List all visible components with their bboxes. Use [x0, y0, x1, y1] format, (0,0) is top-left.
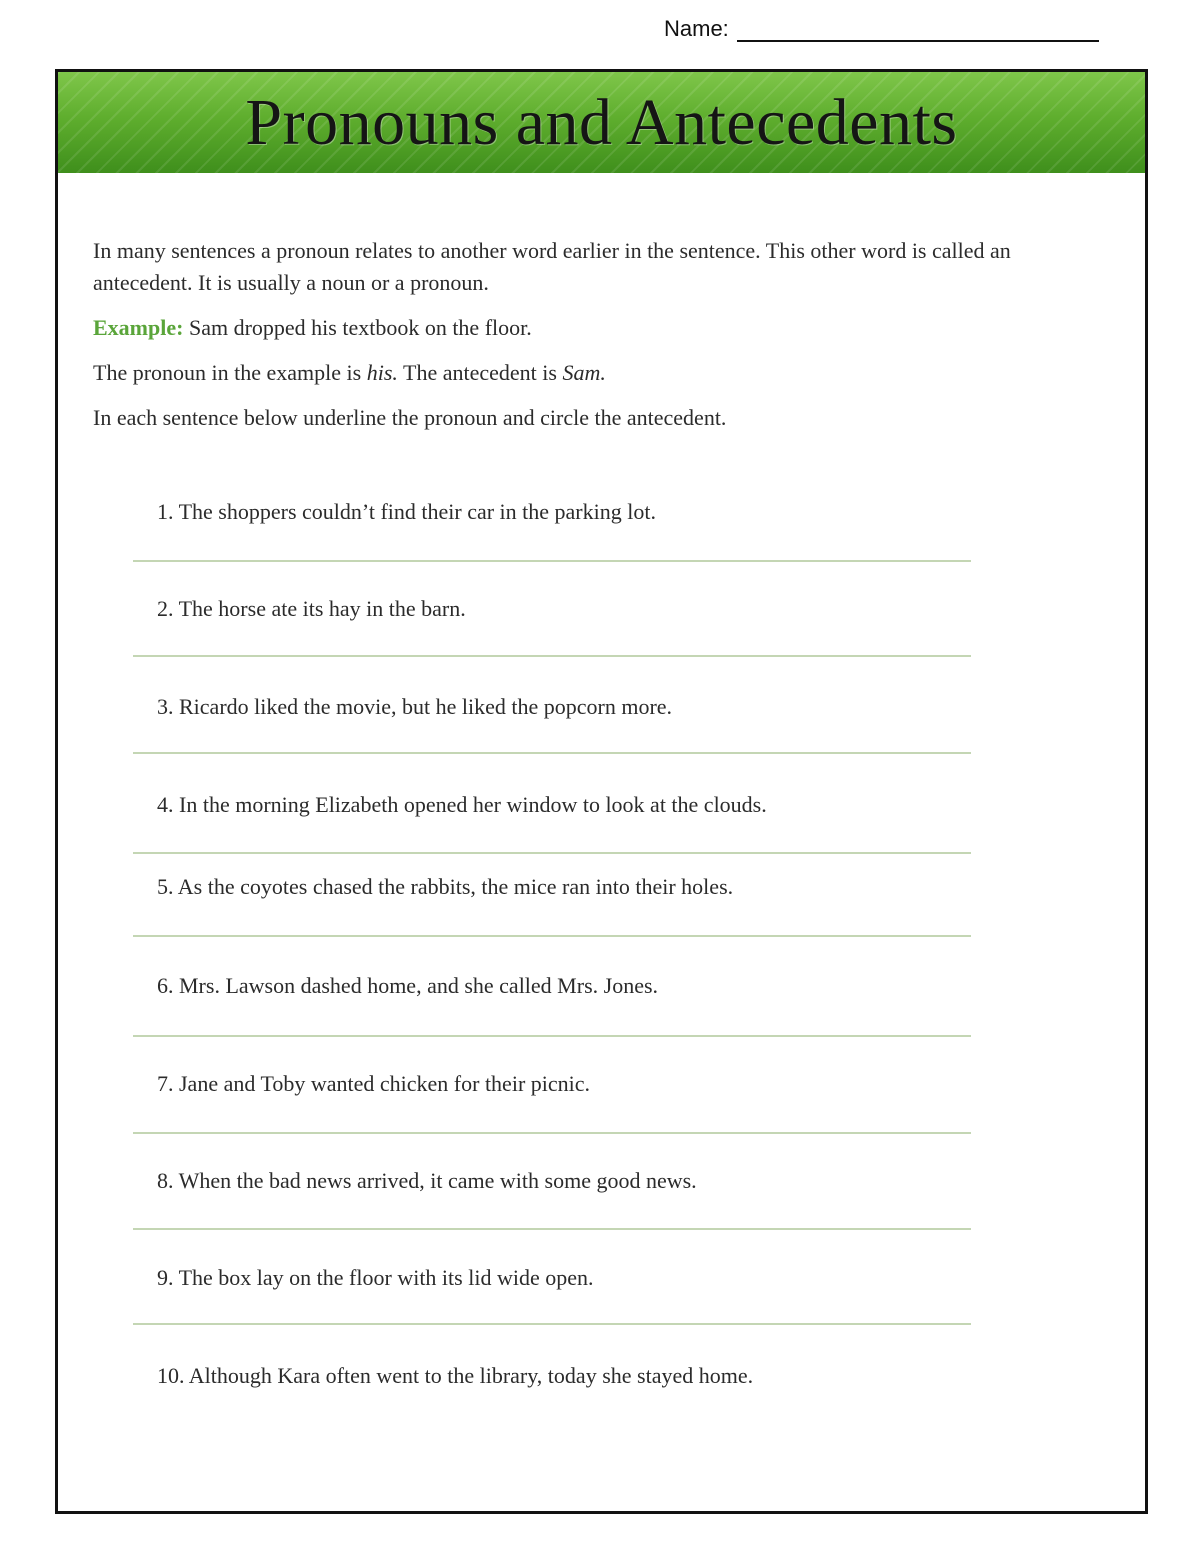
- example-sentence: Sam dropped his textbook on the floor.: [188, 315, 532, 340]
- explanation-middle: The antecedent is: [397, 360, 563, 385]
- instruction: In each sentence below underline the pronoun and circle the antecedent.: [93, 405, 727, 430]
- answer-line[interactable]: [133, 560, 971, 562]
- explanation-antecedent: Sam.: [562, 360, 606, 385]
- worksheet-title: Pronouns and Antecedents: [245, 85, 958, 159]
- question-text: 3. Ricardo liked the movie, but he liked the popcorn more.: [157, 694, 673, 719]
- answer-line[interactable]: [133, 752, 971, 754]
- answer-line[interactable]: [133, 1323, 971, 1325]
- explanation: [93, 357, 1093, 389]
- question-text: 8. When the bad news arrived, it came with some good news.: [157, 1168, 697, 1193]
- question-text: 5. As the coyotes chased the rabbits, the mice ran into their holes.: [157, 874, 734, 899]
- answer-line[interactable]: [133, 655, 971, 657]
- question-text: 9. The box lay on the floor with its lid wide open.: [157, 1265, 594, 1290]
- answer-line[interactable]: [133, 935, 971, 937]
- question-text: 10. Although Kara often went to the library, today she stayed home.: [157, 1363, 754, 1388]
- answer-line[interactable]: [133, 1132, 971, 1134]
- question-text: 1. The shoppers couldn’t find their car in the parking lot.: [157, 499, 656, 524]
- explanation-pronoun: his.: [366, 360, 398, 385]
- answer-line[interactable]: [133, 1035, 971, 1037]
- explanation-prefix: The pronoun in the example is: [93, 360, 367, 385]
- question-text: 2. The horse ate its hay in the barn.: [157, 596, 466, 621]
- intro-paragraph: In many sentences a pronoun relates to another word earlier in the sentence. This other word is called an antecedent. It is usually a noun or a pronoun.: [93, 238, 1011, 295]
- question-text: 6. Mrs. Lawson dashed home, and she called Mrs. Jones.: [157, 973, 659, 998]
- question-text: 4. In the morning Elizabeth opened her window to look at the clouds.: [157, 792, 767, 817]
- question-text: 7. Jane and Toby wanted chicken for their picnic.: [157, 1071, 591, 1096]
- example-row: [93, 312, 1093, 344]
- worksheet-frame: [55, 69, 1148, 1514]
- title-banner: [58, 72, 1145, 173]
- name-label: Name:: [664, 16, 729, 41]
- answer-line[interactable]: [133, 852, 971, 854]
- answer-line[interactable]: [133, 1228, 971, 1230]
- example-label: Example:: [93, 315, 184, 340]
- intro-section: [93, 235, 1093, 447]
- name-input-line[interactable]: [737, 12, 1099, 42]
- name-field: [664, 12, 1099, 42]
